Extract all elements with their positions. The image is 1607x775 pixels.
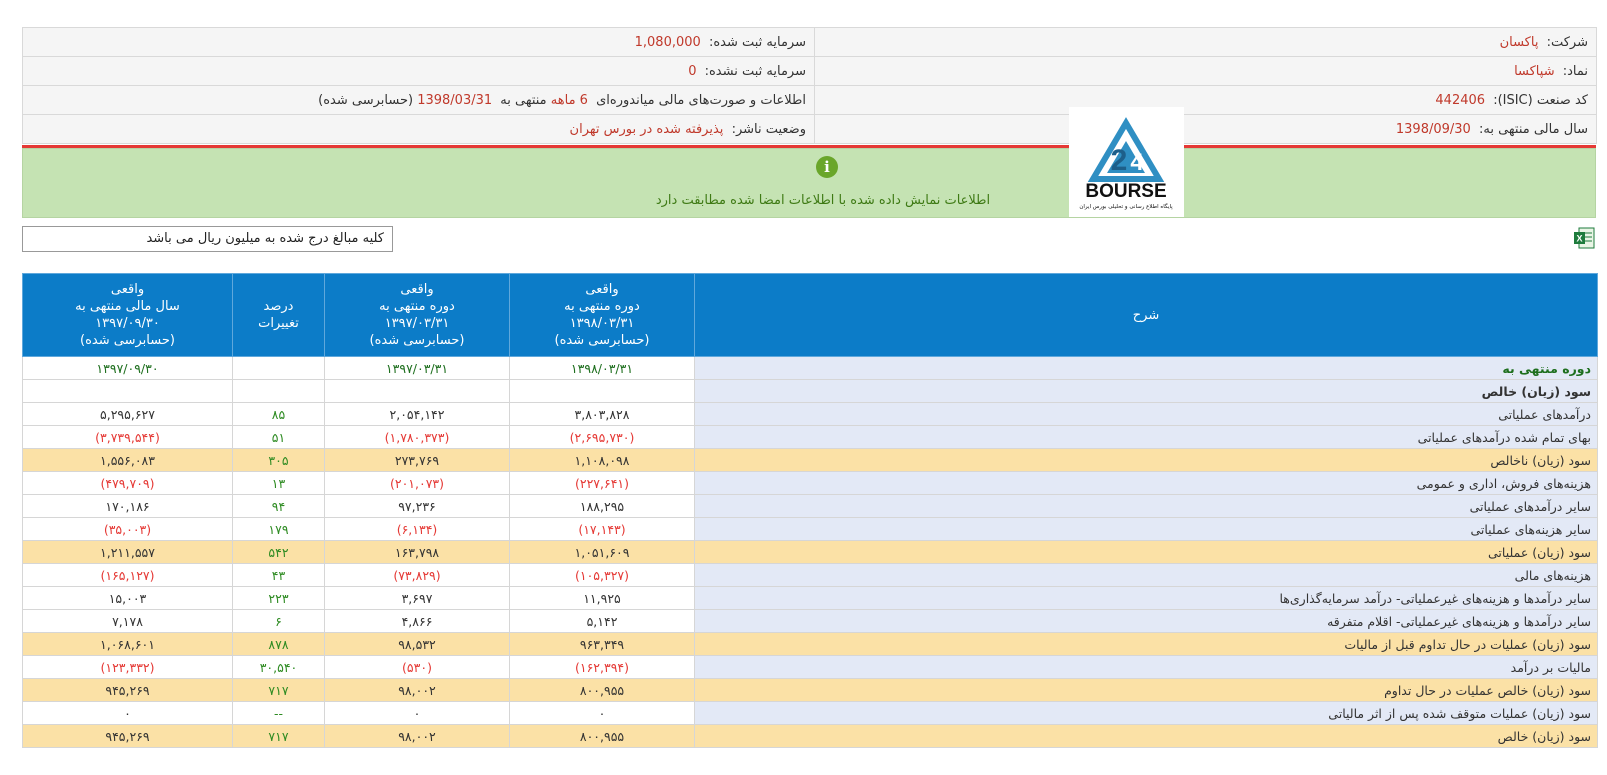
table-row: دوره منتهی به ۱۳۹۸/۰۳/۳۱ ۱۳۹۷/۰۳/۳۱ ۱۳۹۷/۰۹/۳۰ — [23, 357, 1598, 380]
company-name: پاکسان — [1499, 34, 1539, 50]
svg-text:2: 2 — [1110, 144, 1128, 177]
report-description-cell: اطلاعات و صورت‌های مالی میاندوره‌ای 6 ماهه منتهی به 1398/03/31 (حسابرسی شده) — [23, 86, 815, 115]
unregistered-capital-value: 0 — [688, 63, 697, 79]
table-row: هزینه‌های فروش، اداری و عمومی (۲۲۷,۶۴۱) (۲۰۱,۰۷۳) ۱۳ (۴۷۹,۷۰۹) — [23, 472, 1598, 495]
table-row: سایر درآمدهای عملیاتی ۱۸۸,۲۹۵ ۹۷,۲۳۶ ۹۴ ۱۷۰,۱۸۶ — [23, 495, 1598, 518]
svg-text:پایگاه اطلاع رسانی و تحلیلی بو: پایگاه اطلاع رسانی و تحلیلی بورس ایران — [1079, 204, 1173, 210]
table-row: سایر درآمدها و هزینه‌های غیرعملیاتی- درآمد سرمایه‌گذاری‌ها ۱۱,۹۲۵ ۳,۶۹۷ ۲۲۳ ۱۵,۰۰۳ — [23, 587, 1598, 610]
symbol-cell: نماد: شپاکسا — [815, 57, 1597, 86]
capital-value: 1,080,000 — [634, 34, 701, 50]
publisher-status-cell: وضعیت ناشر: پذیرفته شده در بورس تهران — [23, 115, 815, 144]
excel-export-icon[interactable] — [1573, 226, 1595, 250]
svg-text:4: 4 — [1130, 149, 1144, 176]
table-row: سود (زیان) عملیاتی ۱,۰۵۱,۶۰۹ ۱۶۳,۷۹۸ ۵۴۲ ۱,۲۱۱,۵۵۷ — [23, 541, 1598, 564]
fiscal-year-cell: سال مالی منتهی به: 1398/09/30 — [815, 115, 1597, 144]
currency-unit-note: کلیه مبالغ درج شده به میلیون ریال می باشد — [22, 226, 393, 252]
col-header-1397-03-31: واقعی دوره منتهی به ۱۳۹۷/۰۳/۳۱ (حسابرسی شده) — [325, 274, 510, 357]
symbol-value: شپاکسا — [1514, 63, 1555, 79]
company-info-table — [22, 27, 1597, 144]
col-header-change-pct: درصد تغییرات — [233, 274, 325, 357]
table-row: سود (زیان) عملیات متوقف شده پس از اثر مالیاتی ۰ ۰ -- ۰ — [23, 702, 1598, 725]
table-row: هزینه‌های مالی (۱۰۵,۳۲۷) (۷۳,۸۲۹) ۴۳ (۱۶۵,۱۲۷) — [23, 564, 1598, 587]
svg-text:X: X — [1576, 233, 1583, 244]
report-date: 1398/03/31 — [417, 92, 493, 108]
col-header-desc: شرح — [695, 274, 1598, 357]
table-row: سود (زیان) خالص — [23, 380, 1598, 403]
isic-value: 442406 — [1435, 92, 1486, 108]
table-row: سود (زیان) خالص عملیات در حال تداوم ۸۰۰,۹۵۵ ۹۸,۰۰۲ ۷۱۷ ۹۴۵,۲۶۹ — [23, 679, 1598, 702]
info-icon: i — [816, 156, 838, 178]
table-row: بهای تمام شده درآمدهای عملیاتی (۲,۶۹۵,۷۳۰) (۱,۷۸۰,۳۷۳) ۵۱ (۳,۷۳۹,۵۴۴) — [23, 426, 1598, 449]
verification-banner — [22, 148, 1596, 218]
table-row: سایر درآمدها و هزینه‌های غیرعملیاتی- اقلام متفرقه ۵,۱۴۲ ۴,۸۶۶ ۶ ۷,۱۷۸ — [23, 610, 1598, 633]
company-cell: شرکت: پاکسان — [815, 28, 1597, 57]
col-header-1397-09-30: واقعی سال مالی منتهی به ۱۳۹۷/۰۹/۳۰ (حسابرسی شده) — [23, 274, 233, 357]
table-row: سایر هزینه‌های عملیاتی (۱۷,۱۴۳) (۶,۱۳۴) ۱۷۹ (۳۵,۰۰۳) — [23, 518, 1598, 541]
col-header-1398-03-31: واقعی دوره منتهی به ۱۳۹۸/۰۳/۳۱ (حسابرسی شده) — [510, 274, 695, 357]
table-row: سود (زیان) ناخالص ۱,۱۰۸,۰۹۸ ۲۷۳,۷۶۹ ۳۰۵ ۱,۵۵۶,۰۸۳ — [23, 449, 1598, 472]
fiscal-year-value: 1398/09/30 — [1395, 121, 1471, 137]
capital-cell: سرمایه ثبت شده: 1,080,000 — [23, 28, 815, 57]
financial-statement-table — [22, 273, 1598, 748]
report-period: 6 ماهه — [550, 92, 588, 108]
table-row: درآمدهای عملیاتی ۳,۸۰۳,۸۲۸ ۲,۰۵۴,۱۴۲ ۸۵ ۵,۲۹۵,۶۲۷ — [23, 403, 1598, 426]
table-row: سود (زیان) عملیات در حال تداوم قبل از مالیات ۹۶۳,۳۴۹ ۹۸,۵۳۲ ۸۷۸ ۱,۰۶۸,۶۰۱ — [23, 633, 1598, 656]
isic-cell: کد صنعت (ISIC): 442406 — [815, 86, 1597, 115]
verification-message: اطلاعات نمایش داده شده با اطلاعات امضا شده مطابقت دارد — [655, 193, 991, 208]
svg-text:BOURSE: BOURSE — [1085, 181, 1167, 202]
table-row: سود (زیان) خالص ۸۰۰,۹۵۵ ۹۸,۰۰۲ ۷۱۷ ۹۴۵,۲۶۹ — [23, 725, 1598, 748]
publisher-status-value: پذیرفته شده در بورس تهران — [569, 121, 724, 137]
table-header-row — [23, 274, 1598, 357]
bourse-logo — [1069, 107, 1184, 217]
table-row: مالیات بر درآمد (۱۶۲,۳۹۴) (۵۳۰) ۳۰,۵۴۰ (۱۲۳,۳۳۲) — [23, 656, 1598, 679]
unregistered-capital-cell: سرمایه ثبت نشده: 0 — [23, 57, 815, 86]
